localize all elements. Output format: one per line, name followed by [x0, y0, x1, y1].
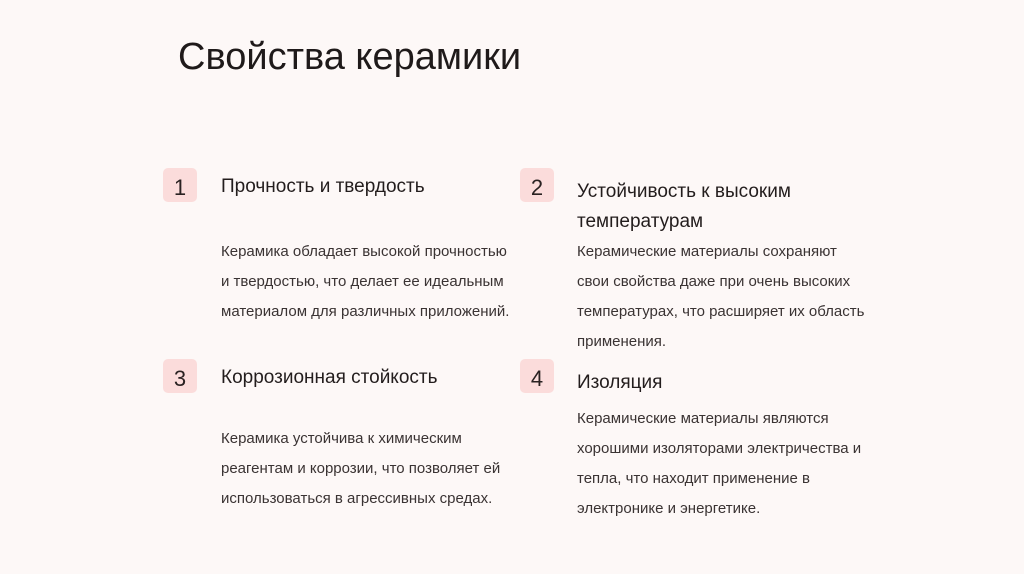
item-text-1: Керамика обладает высокой прочностью и твердостью, что делает ее идеальным материалом для различных приложений. — [221, 243, 510, 320]
item-number-badge-1 — [163, 168, 197, 202]
item-number-1: 1 — [173, 175, 187, 200]
item-number-badge-3 — [163, 359, 197, 393]
item-heading-4: Изоляция — [577, 372, 663, 393]
item-number-4: 4 — [530, 366, 544, 391]
item-number-badge-2 — [520, 168, 554, 202]
item-heading-3: Коррозионная стойкость — [221, 367, 438, 388]
item-text-3: Керамика устойчива к химическим реагентам и коррозии, что позволяет ей использоваться в агрессивных средах. — [221, 430, 501, 507]
item-heading-1: Прочность и твердость — [221, 176, 425, 197]
item-text-4: Керамические материалы являются хорошими изоляторами электричества и тепла, что находит применение в электронике и энергетике. — [577, 410, 862, 517]
item-number-badge-4 — [520, 359, 554, 393]
item-heading-2: Устойчивость к высоким температурам — [577, 181, 791, 232]
item-text-2: Керамические материалы сохраняют свои свойства даже при очень высоких температурах, что расширяет их область применения. — [577, 243, 865, 350]
slide-title: Свойства керамики — [178, 36, 522, 78]
item-number-3: 3 — [173, 366, 187, 391]
item-number-2: 2 — [530, 175, 544, 200]
